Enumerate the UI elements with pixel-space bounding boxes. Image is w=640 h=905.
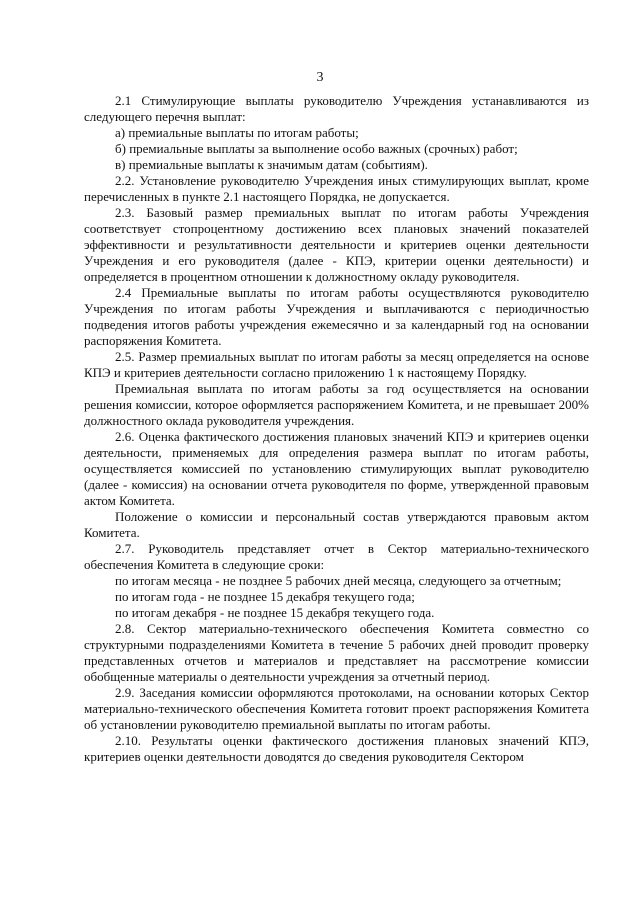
paragraph: Премиальная выплата по итогам работы за год осуществляется на основании решения комиссии, которое оформляется распоряжением Комитета, и не превышает 200% должностного оклада руководителя учреждения. — [84, 381, 589, 428]
list-item: б) премиальные выплаты за выполнение особо важных (срочных) работ; — [115, 141, 518, 156]
paragraph: по итогам декабря - не позднее 15 декабря текущего года. — [115, 605, 435, 620]
paragraph: 2.9. Заседания комиссии оформляются протоколами, на основании которых Сектор материально-технического обеспечения Комитета готовит проект распоряжения Комитета об установлении руководителю премиальной выплаты по итогам работы. — [84, 685, 589, 732]
list-item: в) премиальные выплаты к значимым датам (событиям). — [115, 157, 428, 172]
page-number: 3 — [316, 70, 324, 85]
paragraph: 2.8. Сектор материально-технического обеспечения Комитета совместно со структурными подразделениями Комитета в течение 5 рабочих дней проводит проверку представленных отчетов и материалов и представляет на рассмотрение комиссии обобщенные материалы о деятельности учреждения за отчетный период. — [84, 621, 589, 684]
paragraph: 2.1 Стимулирующие выплаты руководителю Учреждения устанавливаются из следующего перечня выплат: — [84, 93, 589, 124]
list-item: а) премиальные выплаты по итогам работы; — [115, 125, 359, 140]
paragraph: 2.7. Руководитель представляет отчет в Сектор материально-технического обеспечения Комитета в следующие сроки: — [84, 541, 589, 572]
paragraph: 2.10. Результаты оценки фактического достижения плановых значений КПЭ, критериев оценки деятельности доводятся до сведения руководителя Сектором — [84, 733, 589, 764]
paragraph: по итогам месяца - не позднее 5 рабочих дней месяца, следующего за отчетным; — [115, 573, 562, 588]
document-body — [84, 93, 589, 765]
paragraph: 2.3. Базовый размер премиальных выплат по итогам работы Учреждения соответствует стопроцентному достижению всех плановых значений показателей эффективности и результативности деятельности и критериев оценки деятельности Учреждения и его руководителя (далее - КПЭ, критерии оценки деятельности) и определяется в процентном отношении к должностному окладу руководителя. — [84, 205, 589, 284]
paragraph: по итогам года - не позднее 15 декабря текущего года; — [115, 589, 415, 604]
paragraph: 2.5. Размер премиальных выплат по итогам работы за месяц определяется на основе КПЭ и критериев деятельности согласно приложению 1 к настоящему Порядку. — [84, 349, 589, 380]
paragraph: Положение о комиссии и персональный состав утверждаются правовым актом Комитета. — [84, 509, 589, 540]
paragraph: 2.4 Премиальные выплаты по итогам работы осуществляются руководителю Учреждения по итогам работы Учреждения и выплачиваются с периодичностью подведения итогов работы учреждения ежемесячно и за календарный год на основании распоряжения Комитета. — [84, 285, 589, 348]
paragraph: 2.2. Установление руководителю Учреждения иных стимулирующих выплат, кроме перечисленных в пункте 2.1 настоящего Порядка, не допускается. — [84, 173, 589, 204]
paragraph: 2.6. Оценка фактического достижения плановых значений КПЭ и критериев оценки деятельности, применяемых для определения размера выплат по итогам работы, осуществляется комиссией по установлению стимулирующих выплат руководителю (далее - комиссия) на основании отчета руководителя по форме, утвержденной правовым актом Комитета. — [84, 429, 589, 508]
